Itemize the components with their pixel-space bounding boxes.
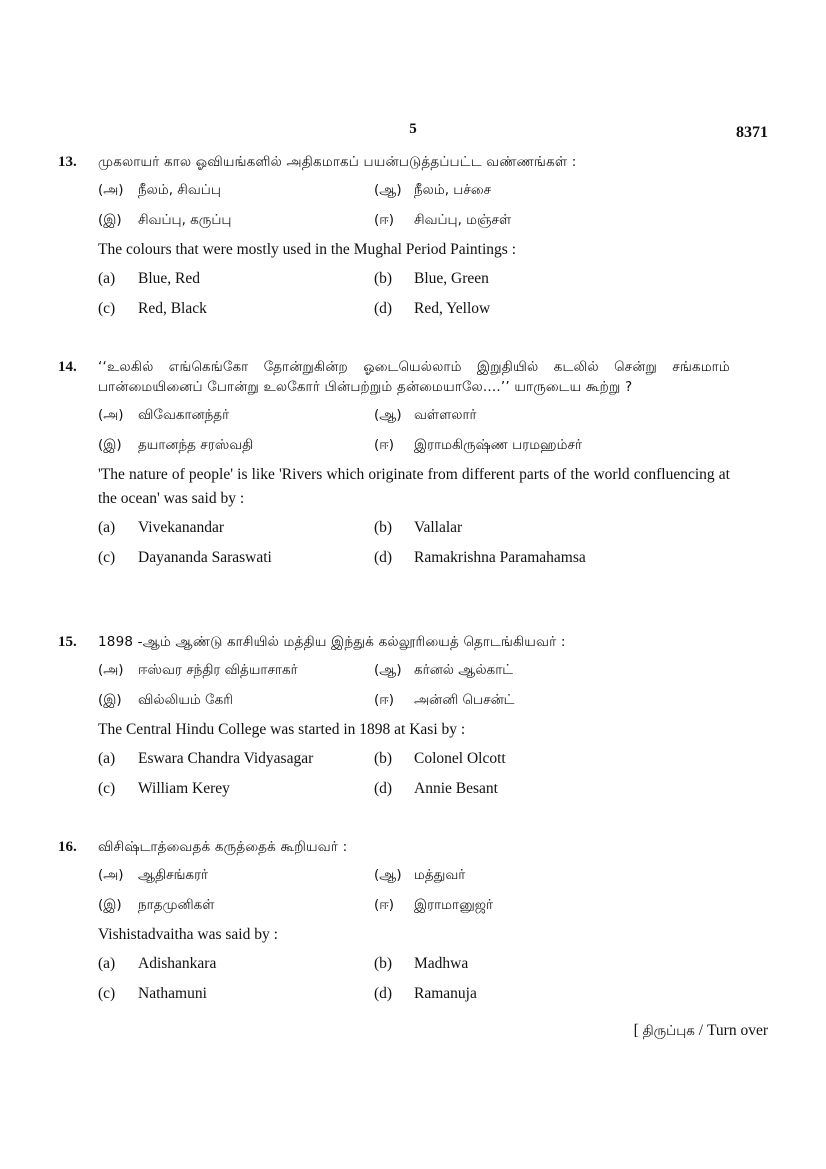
option-english-c: (c) William Kerey	[98, 780, 230, 797]
option-english-a: (a) Adishankara	[98, 955, 217, 972]
option-tamil-d: (ஈ) சிவப்பு, மஞ்சள்	[374, 212, 512, 228]
option-english-b: (b) Colonel Olcott	[374, 750, 506, 767]
option-english-a: (a) Vivekanandar	[98, 519, 224, 536]
option-tamil-d: (ஈ) இராமகிருஷ்ண பரமஹம்சர்	[374, 437, 582, 453]
option-tamil-b: (ஆ) கர்னல் ஆல்காட்	[374, 662, 513, 678]
option-english-a: (a) Eswara Chandra Vidyasagar	[98, 750, 314, 767]
option-tamil-b: (ஆ) நீலம், பச்சை	[374, 182, 492, 198]
option-english-d: (d) Annie Besant	[374, 780, 498, 797]
option-tamil-a: (அ) நீலம், சிவப்பு	[98, 182, 221, 198]
question-stem-tamil: ‘‘உலகில் எங்கெங்கோ தோன்றுகின்ற ஓடையெல்லாம் இறுதியில் கடலில் சென்று சங்கமாம் பான்மையினைப் போன்று உலகோர் பின்பற்றும் தன்மையாலே....’’ யாருடைய கூற்று ?	[98, 359, 730, 395]
question-15	[58, 632, 738, 804]
option-english-c: (c) Nathamuni	[98, 985, 207, 1002]
question-16	[58, 837, 738, 1009]
question-number: 16.	[58, 839, 77, 855]
option-tamil-a: (அ) ஆதிசங்கரர்	[98, 867, 209, 883]
turn-over-footer	[634, 1022, 768, 1041]
option-tamil-a: (அ) விவேகானந்தர்	[98, 407, 230, 423]
footer-english-text: Turn over	[706, 1022, 768, 1039]
option-english-d: (d) Ramakrishna Paramahamsa	[374, 549, 586, 566]
question-stem-tamil: 1898 -ஆம் ஆண்டு காசியில் மத்திய இந்துக் கல்லூரியைத் தொடங்கியவர் :	[98, 634, 566, 650]
question-number: 14.	[58, 359, 77, 375]
paper-code: 8371	[736, 124, 768, 141]
option-english-d: (d) Red, Yellow	[374, 300, 491, 317]
option-tamil-b: (ஆ) வள்ளலார்	[374, 407, 477, 423]
question-stem-tamil: விசிஷ்டாத்வைதக் கருத்தைக் கூறியவர் :	[98, 839, 348, 855]
option-english-b: (b) Madhwa	[374, 955, 469, 972]
question-stem-english: The colours that were mostly used in the Mughal Period Paintings :	[98, 241, 517, 258]
question-number: 13.	[58, 154, 77, 170]
footer-tamil-text: திருப்புக	[642, 1023, 695, 1039]
option-tamil-a: (அ) ஈஸ்வர சந்திர வித்யாசாகர்	[98, 662, 298, 678]
option-tamil-c: (இ) தயானந்த சரஸ்வதி	[98, 437, 254, 453]
question-14	[58, 357, 738, 573]
footer-bracket: [	[633, 1022, 639, 1039]
page-number: 5	[409, 121, 417, 137]
question-stem-tamil: முகலாயர் கால ஓவியங்களில் அதிகமாகப் பயன்படுத்தப்பட்ட வண்ணங்கள் :	[98, 154, 577, 170]
question-stem-english: Vishistadvaitha was said by :	[98, 926, 278, 943]
option-english-b: (b) Vallalar	[374, 519, 463, 536]
option-tamil-c: (இ) நாதமுனிகள்	[98, 897, 215, 913]
option-english-d: (d) Ramanuja	[374, 985, 477, 1002]
question-number: 15.	[58, 634, 77, 650]
footer-separator: /	[698, 1022, 704, 1039]
option-english-c: (c) Red, Black	[98, 300, 207, 317]
option-tamil-c: (இ) சிவப்பு, கருப்பு	[98, 212, 232, 228]
question-13	[58, 152, 738, 324]
option-tamil-c: (இ) வில்லியம் கேரி	[98, 692, 233, 708]
option-english-c: (c) Dayananda Saraswati	[98, 549, 272, 566]
question-stem-english: 'The nature of people' is like 'Rivers which originate from different parts of the world confluencing at the ocean' was said by :	[98, 466, 730, 507]
option-tamil-d: (ஈ) இராமானுஜர்	[374, 897, 494, 913]
option-english-b: (b) Blue, Green	[374, 270, 489, 287]
option-english-a: (a) Blue, Red	[98, 270, 200, 287]
option-tamil-d: (ஈ) அன்னி பெசன்ட்	[374, 692, 515, 708]
option-tamil-b: (ஆ) மத்துவர்	[374, 867, 466, 883]
question-stem-english: The Central Hindu College was started in 1898 at Kasi by :	[98, 721, 466, 738]
